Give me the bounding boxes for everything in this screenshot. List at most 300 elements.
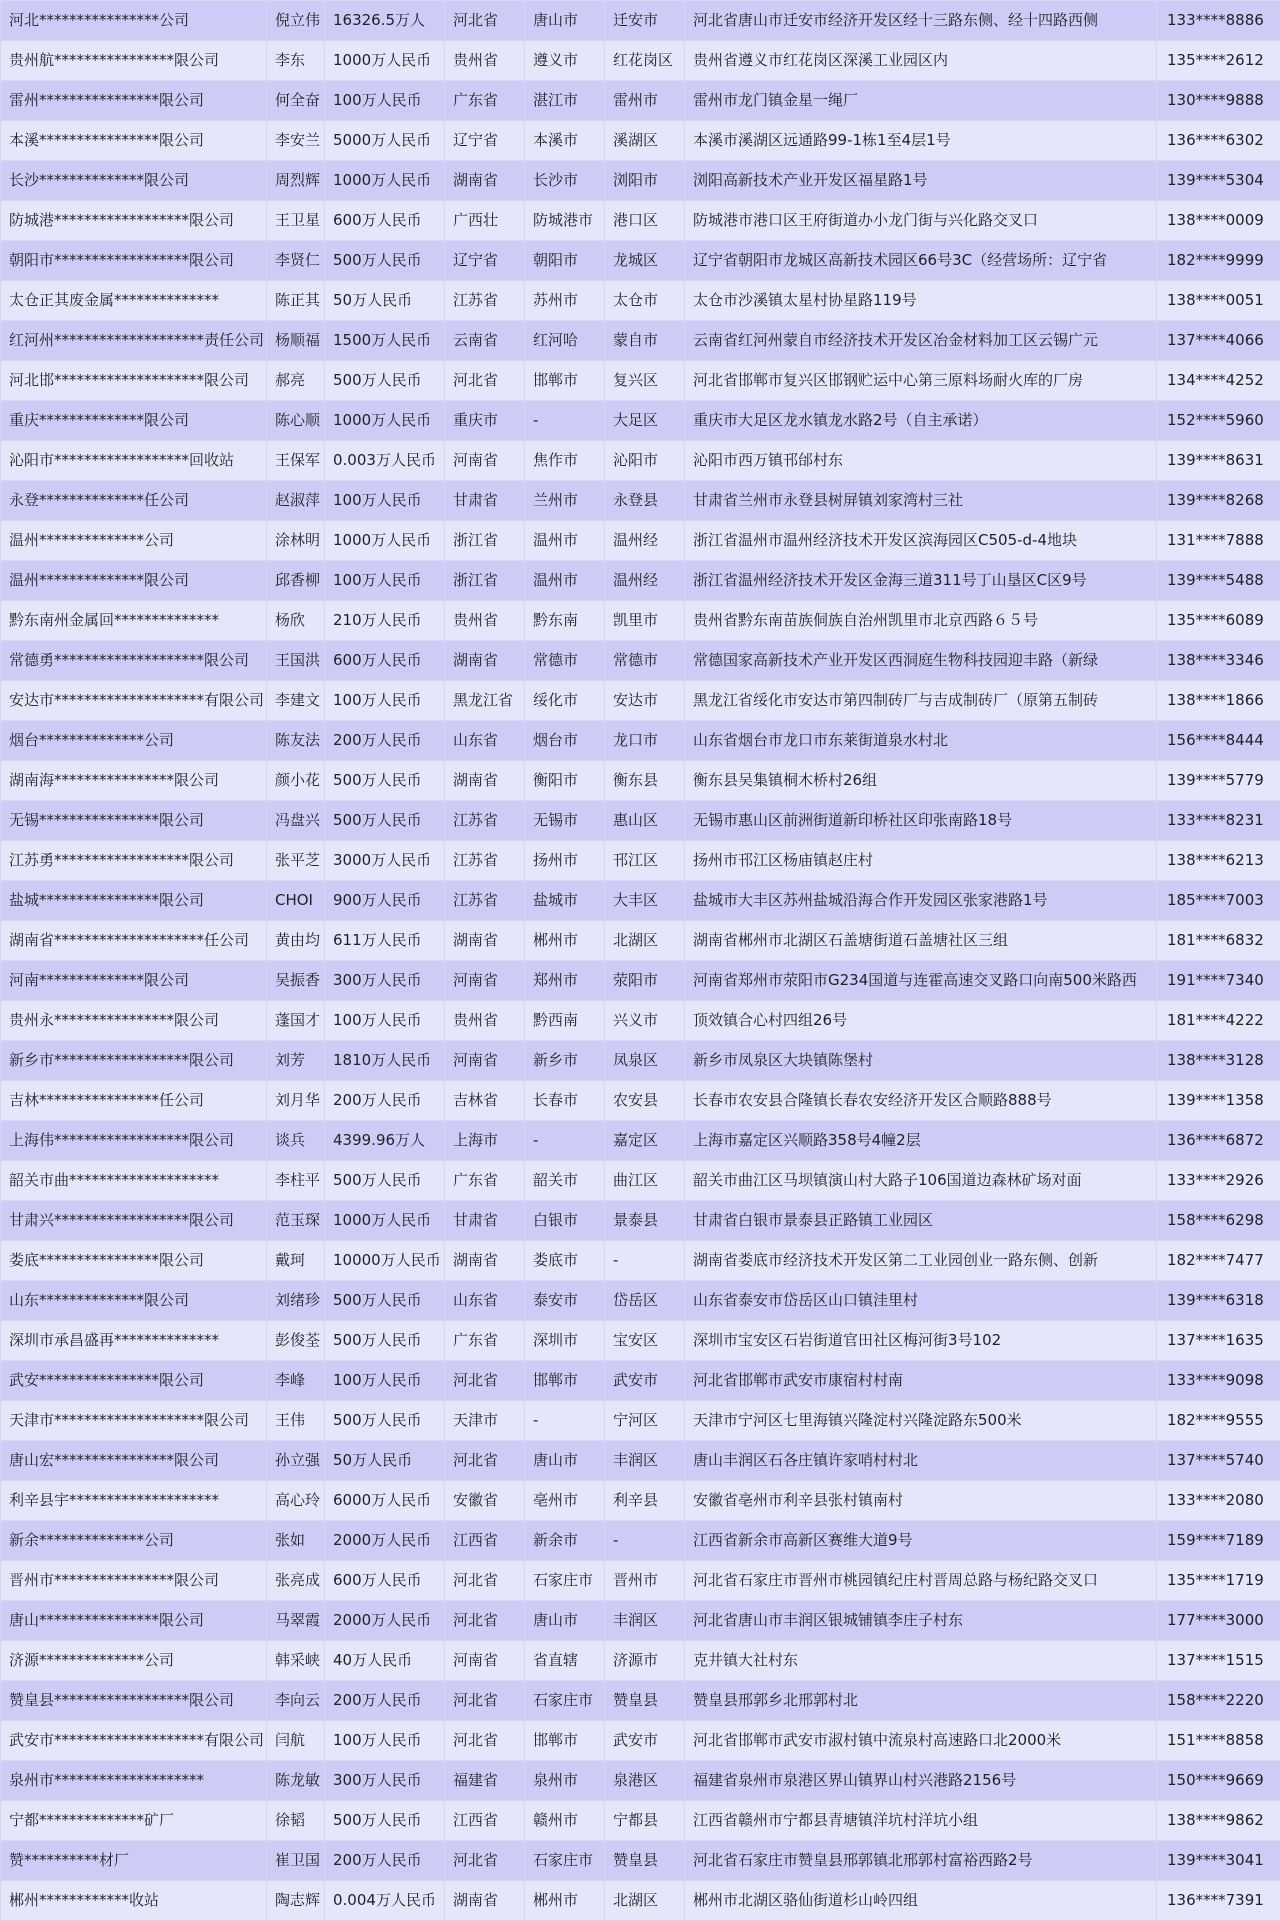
company-name-cell: 山东**************限公司 bbox=[1, 1281, 267, 1321]
phone-cell: 150****9669 bbox=[1157, 1761, 1280, 1801]
table-row bbox=[1, 441, 1280, 481]
table-row bbox=[1, 1681, 1280, 1721]
phone-cell: 133****2926 bbox=[1157, 1161, 1280, 1201]
legal-person-cell: 闫航 bbox=[267, 1721, 325, 1761]
company-name-cell: 贵州永****************限公司 bbox=[1, 1001, 267, 1041]
phone-cell: 138****9862 bbox=[1157, 1801, 1280, 1841]
city-cell: 白银市 bbox=[525, 1201, 605, 1241]
table-row bbox=[1, 481, 1280, 521]
city-cell: 长春市 bbox=[525, 1081, 605, 1121]
phone-cell: 138****1866 bbox=[1157, 681, 1280, 721]
company-name-cell: 湖南海****************限公司 bbox=[1, 761, 267, 801]
province-cell: 安徽省 bbox=[445, 1481, 525, 1521]
company-name-cell: 红河州********************责任公司 bbox=[1, 321, 267, 361]
province-cell: 江西省 bbox=[445, 1801, 525, 1841]
city-cell: 唐山市 bbox=[525, 1601, 605, 1641]
address-cell: 韶关市曲江区马坝镇演山村大路子106国道边森林矿场对面 bbox=[685, 1161, 1157, 1201]
registered-capital-cell: 50万人民币 bbox=[325, 281, 445, 321]
table-row bbox=[1, 361, 1280, 401]
legal-person-cell: 彭俊荃 bbox=[267, 1321, 325, 1361]
address-cell: 河北省石家庄市赞皇县邢郭镇北邢郭村富裕西路2号 bbox=[685, 1841, 1157, 1881]
province-cell: 上海市 bbox=[445, 1121, 525, 1161]
table-row bbox=[1, 1321, 1280, 1361]
table-row bbox=[1, 241, 1280, 281]
district-cell: 泉港区 bbox=[605, 1761, 685, 1801]
city-cell: 唐山市 bbox=[525, 1, 605, 41]
company-name-cell: 河北****************公司 bbox=[1, 1, 267, 41]
province-cell: 浙江省 bbox=[445, 521, 525, 561]
legal-person-cell: 李东 bbox=[267, 41, 325, 81]
address-cell: 无锡市惠山区前洲街道新印桥社区印张南路18号 bbox=[685, 801, 1157, 841]
table-row bbox=[1, 1721, 1280, 1761]
province-cell: 黑龙江省 bbox=[445, 681, 525, 721]
city-cell: 衡阳市 bbox=[525, 761, 605, 801]
district-cell: 安达市 bbox=[605, 681, 685, 721]
province-cell: 重庆市 bbox=[445, 401, 525, 441]
phone-cell: 139****8631 bbox=[1157, 441, 1280, 481]
legal-person-cell: 倪立伟 bbox=[267, 1, 325, 41]
phone-cell: 133****9098 bbox=[1157, 1361, 1280, 1401]
registered-capital-cell: 600万人民币 bbox=[325, 201, 445, 241]
company-name-cell: 赞皇县******************限公司 bbox=[1, 1681, 267, 1721]
phone-cell: 182****9555 bbox=[1157, 1401, 1280, 1441]
company-name-cell: 韶关市曲******************** bbox=[1, 1161, 267, 1201]
phone-cell: 138****3128 bbox=[1157, 1041, 1280, 1081]
company-name-cell: 沁阳市******************回收站 bbox=[1, 441, 267, 481]
city-cell: 郴州市 bbox=[525, 1881, 605, 1921]
province-cell: 河北省 bbox=[445, 361, 525, 401]
registered-capital-cell: 300万人民币 bbox=[325, 1761, 445, 1801]
district-cell: 温州经 bbox=[605, 561, 685, 601]
legal-person-cell: 蓬国才 bbox=[267, 1001, 325, 1041]
district-cell: 大丰区 bbox=[605, 881, 685, 921]
company-name-cell: 娄底****************限公司 bbox=[1, 1241, 267, 1281]
registered-capital-cell: 10000万人民币 bbox=[325, 1241, 445, 1281]
company-name-cell: 安达市********************有限公司 bbox=[1, 681, 267, 721]
registered-capital-cell: 500万人民币 bbox=[325, 761, 445, 801]
phone-cell: 151****8858 bbox=[1157, 1721, 1280, 1761]
registered-capital-cell: 100万人民币 bbox=[325, 681, 445, 721]
province-cell: 河北省 bbox=[445, 1361, 525, 1401]
address-cell: 黑龙江省绥化市安达市第四制砖厂与吉成制砖厂（原第五制砖 bbox=[685, 681, 1157, 721]
legal-person-cell: 王卫星 bbox=[267, 201, 325, 241]
province-cell: 河北省 bbox=[445, 1601, 525, 1641]
phone-cell: 181****6832 bbox=[1157, 921, 1280, 961]
address-cell: 深圳市宝安区石岩街道官田社区梅河街3号102 bbox=[685, 1321, 1157, 1361]
city-cell: - bbox=[525, 1401, 605, 1441]
province-cell: 河北省 bbox=[445, 1, 525, 41]
table-row bbox=[1, 1121, 1280, 1161]
phone-cell: 159****7189 bbox=[1157, 1521, 1280, 1561]
city-cell: 邯郸市 bbox=[525, 1721, 605, 1761]
district-cell: 北湖区 bbox=[605, 1881, 685, 1921]
table-row bbox=[1, 1161, 1280, 1201]
address-cell: 赞皇县邢郭乡北邢郭村北 bbox=[685, 1681, 1157, 1721]
table-row bbox=[1, 201, 1280, 241]
district-cell: 红花岗区 bbox=[605, 41, 685, 81]
legal-person-cell: CHOI bbox=[267, 881, 325, 921]
legal-person-cell: 陈龙敏 bbox=[267, 1761, 325, 1801]
table-row bbox=[1, 281, 1280, 321]
company-name-cell: 朝阳市******************限公司 bbox=[1, 241, 267, 281]
legal-person-cell: 冯盘兴 bbox=[267, 801, 325, 841]
table-row bbox=[1, 1201, 1280, 1241]
city-cell: 唐山市 bbox=[525, 1441, 605, 1481]
district-cell: 荥阳市 bbox=[605, 961, 685, 1001]
province-cell: 广西壮 bbox=[445, 201, 525, 241]
legal-person-cell: 谈兵 bbox=[267, 1121, 325, 1161]
district-cell: 景泰县 bbox=[605, 1201, 685, 1241]
table-row bbox=[1, 1841, 1280, 1881]
registered-capital-cell: 100万人民币 bbox=[325, 481, 445, 521]
legal-person-cell: 王国洪 bbox=[267, 641, 325, 681]
company-name-cell: 济源**************公司 bbox=[1, 1641, 267, 1681]
address-cell: 云南省红河州蒙自市经济技术开发区冶金材料加工区云锡广元 bbox=[685, 321, 1157, 361]
registered-capital-cell: 500万人民币 bbox=[325, 1321, 445, 1361]
address-cell: 盐城市大丰区苏州盐城沿海合作开发园区张家港路1号 bbox=[685, 881, 1157, 921]
province-cell: 湖南省 bbox=[445, 161, 525, 201]
table-row bbox=[1, 401, 1280, 441]
address-cell: 贵州省遵义市红花岗区深溪工业园区内 bbox=[685, 41, 1157, 81]
province-cell: 江苏省 bbox=[445, 841, 525, 881]
city-cell: 亳州市 bbox=[525, 1481, 605, 1521]
city-cell: 苏州市 bbox=[525, 281, 605, 321]
address-cell: 河北省唐山市丰润区银城铺镇李庄子村东 bbox=[685, 1601, 1157, 1641]
registered-capital-cell: 200万人民币 bbox=[325, 721, 445, 761]
registered-capital-cell: 200万人民币 bbox=[325, 1081, 445, 1121]
registered-capital-cell: 500万人民币 bbox=[325, 1801, 445, 1841]
company-name-cell: 盐城****************限公司 bbox=[1, 881, 267, 921]
district-cell: 邗江区 bbox=[605, 841, 685, 881]
legal-person-cell: 王伟 bbox=[267, 1401, 325, 1441]
district-cell: 岱岳区 bbox=[605, 1281, 685, 1321]
phone-cell: 182****9999 bbox=[1157, 241, 1280, 281]
phone-cell: 156****8444 bbox=[1157, 721, 1280, 761]
phone-cell: 137****5740 bbox=[1157, 1441, 1280, 1481]
district-cell: 沁阳市 bbox=[605, 441, 685, 481]
company-name-cell: 新乡市******************限公司 bbox=[1, 1041, 267, 1081]
city-cell: 温州市 bbox=[525, 561, 605, 601]
address-cell: 雷州市龙门镇金星一绳厂 bbox=[685, 81, 1157, 121]
legal-person-cell: 戴珂 bbox=[267, 1241, 325, 1281]
phone-cell: 139****6318 bbox=[1157, 1281, 1280, 1321]
legal-person-cell: 高心玲 bbox=[267, 1481, 325, 1521]
province-cell: 湖南省 bbox=[445, 1241, 525, 1281]
phone-cell: 181****4222 bbox=[1157, 1001, 1280, 1041]
district-cell: 雷州市 bbox=[605, 81, 685, 121]
district-cell: 龙城区 bbox=[605, 241, 685, 281]
legal-person-cell: 刘月华 bbox=[267, 1081, 325, 1121]
province-cell: 江西省 bbox=[445, 1521, 525, 1561]
table-row bbox=[1, 841, 1280, 881]
province-cell: 河南省 bbox=[445, 441, 525, 481]
phone-cell: 158****2220 bbox=[1157, 1681, 1280, 1721]
province-cell: 河南省 bbox=[445, 1041, 525, 1081]
legal-person-cell: 李柱平 bbox=[267, 1161, 325, 1201]
table-row bbox=[1, 1881, 1280, 1921]
province-cell: 河南省 bbox=[445, 1641, 525, 1681]
address-cell: 浏阳高新技术产业开发区福星路1号 bbox=[685, 161, 1157, 201]
province-cell: 河南省 bbox=[445, 961, 525, 1001]
legal-person-cell: 杨欣 bbox=[267, 601, 325, 641]
table-row bbox=[1, 1641, 1280, 1681]
legal-person-cell: 孙立强 bbox=[267, 1441, 325, 1481]
province-cell: 云南省 bbox=[445, 321, 525, 361]
company-name-cell: 宁都**************矿厂 bbox=[1, 1801, 267, 1841]
address-cell: 湖南省郴州市北湖区石盖塘街道石盖塘社区三组 bbox=[685, 921, 1157, 961]
company-name-cell: 唐山宏****************限公司 bbox=[1, 1441, 267, 1481]
legal-person-cell: 张亮成 bbox=[267, 1561, 325, 1601]
district-cell: 溪湖区 bbox=[605, 121, 685, 161]
legal-person-cell: 吴振香 bbox=[267, 961, 325, 1001]
legal-person-cell: 李贤仁 bbox=[267, 241, 325, 281]
table-row bbox=[1, 761, 1280, 801]
company-name-cell: 甘肃兴******************限公司 bbox=[1, 1201, 267, 1241]
district-cell: 惠山区 bbox=[605, 801, 685, 841]
province-cell: 广东省 bbox=[445, 1161, 525, 1201]
registered-capital-cell: 1810万人民币 bbox=[325, 1041, 445, 1081]
registered-capital-cell: 5000万人民币 bbox=[325, 121, 445, 161]
district-cell: 兴义市 bbox=[605, 1001, 685, 1041]
registered-capital-cell: 0.004万人民币 bbox=[325, 1881, 445, 1921]
registered-capital-cell: 600万人民币 bbox=[325, 641, 445, 681]
district-cell: 宁河区 bbox=[605, 1401, 685, 1441]
phone-cell: 138****0009 bbox=[1157, 201, 1280, 241]
city-cell: 韶关市 bbox=[525, 1161, 605, 1201]
province-cell: 辽宁省 bbox=[445, 121, 525, 161]
city-cell: 新乡市 bbox=[525, 1041, 605, 1081]
address-cell: 本溪市溪湖区远通路99-1栋1至4层1号 bbox=[685, 121, 1157, 161]
phone-cell: 185****7003 bbox=[1157, 881, 1280, 921]
address-cell: 浙江省温州经济技术开发区金海三道311号丁山垦区C区9号 bbox=[685, 561, 1157, 601]
company-name-cell: 无锡****************限公司 bbox=[1, 801, 267, 841]
registered-capital-cell: 50万人民币 bbox=[325, 1441, 445, 1481]
province-cell: 江苏省 bbox=[445, 281, 525, 321]
table-row bbox=[1, 1481, 1280, 1521]
phone-cell: 177****3000 bbox=[1157, 1601, 1280, 1641]
province-cell: 湖南省 bbox=[445, 761, 525, 801]
city-cell: 石家庄市 bbox=[525, 1681, 605, 1721]
registered-capital-cell: 6000万人民币 bbox=[325, 1481, 445, 1521]
phone-cell: 136****6872 bbox=[1157, 1121, 1280, 1161]
table-row bbox=[1, 81, 1280, 121]
registered-capital-cell: 500万人民币 bbox=[325, 1281, 445, 1321]
district-cell: 曲江区 bbox=[605, 1161, 685, 1201]
registered-capital-cell: 500万人民币 bbox=[325, 1401, 445, 1441]
address-cell: 山东省烟台市龙口市东莱街道泉水村北 bbox=[685, 721, 1157, 761]
company-name-cell: 太仓正其废金属************** bbox=[1, 281, 267, 321]
registered-capital-cell: 611万人民币 bbox=[325, 921, 445, 961]
legal-person-cell: 李峰 bbox=[267, 1361, 325, 1401]
table-row bbox=[1, 561, 1280, 601]
table-row bbox=[1, 1041, 1280, 1081]
city-cell: 烟台市 bbox=[525, 721, 605, 761]
city-cell: 邯郸市 bbox=[525, 361, 605, 401]
phone-cell: 191****7340 bbox=[1157, 961, 1280, 1001]
registered-capital-cell: 1000万人民币 bbox=[325, 161, 445, 201]
address-cell: 福建省泉州市泉港区界山镇界山村兴港路2156号 bbox=[685, 1761, 1157, 1801]
district-cell: 常德市 bbox=[605, 641, 685, 681]
city-cell: 长沙市 bbox=[525, 161, 605, 201]
address-cell: 新乡市凤泉区大块镇陈堡村 bbox=[685, 1041, 1157, 1081]
province-cell: 江苏省 bbox=[445, 801, 525, 841]
district-cell: 利辛县 bbox=[605, 1481, 685, 1521]
address-cell: 安徽省亳州市利辛县张村镇南村 bbox=[685, 1481, 1157, 1521]
registered-capital-cell: 40万人民币 bbox=[325, 1641, 445, 1681]
phone-cell: 134****4252 bbox=[1157, 361, 1280, 401]
district-cell: 凤泉区 bbox=[605, 1041, 685, 1081]
city-cell: 邯郸市 bbox=[525, 1361, 605, 1401]
legal-person-cell: 赵淑萍 bbox=[267, 481, 325, 521]
registered-capital-cell: 4399.96万人 bbox=[325, 1121, 445, 1161]
table-row bbox=[1, 1801, 1280, 1841]
legal-person-cell: 何全奋 bbox=[267, 81, 325, 121]
address-cell: 河南省郑州市荥阳市G234国道与连霍高速交叉路口向南500米路西 bbox=[685, 961, 1157, 1001]
city-cell: 绥化市 bbox=[525, 681, 605, 721]
registered-capital-cell: 1000万人民币 bbox=[325, 521, 445, 561]
legal-person-cell: 王保军 bbox=[267, 441, 325, 481]
district-cell: 晋州市 bbox=[605, 1561, 685, 1601]
address-cell: 重庆市大足区龙水镇龙水路2号（自主承诺） bbox=[685, 401, 1157, 441]
city-cell: 湛江市 bbox=[525, 81, 605, 121]
province-cell: 甘肃省 bbox=[445, 1201, 525, 1241]
district-cell: 宝安区 bbox=[605, 1321, 685, 1361]
company-name-cell: 烟台**************公司 bbox=[1, 721, 267, 761]
address-cell: 衡东县吴集镇桐木桥村26组 bbox=[685, 761, 1157, 801]
registered-capital-cell: 2000万人民币 bbox=[325, 1601, 445, 1641]
table-row bbox=[1, 1361, 1280, 1401]
address-cell: 河北省邯郸市武安市康宿村村南 bbox=[685, 1361, 1157, 1401]
registered-capital-cell: 1000万人民币 bbox=[325, 401, 445, 441]
province-cell: 山东省 bbox=[445, 1281, 525, 1321]
table-row bbox=[1, 961, 1280, 1001]
table-row bbox=[1, 801, 1280, 841]
table-row bbox=[1, 1, 1280, 41]
table-row bbox=[1, 41, 1280, 81]
city-cell: 石家庄市 bbox=[525, 1841, 605, 1881]
province-cell: 江苏省 bbox=[445, 881, 525, 921]
company-name-cell: 湖南省********************任公司 bbox=[1, 921, 267, 961]
city-cell: 省直辖 bbox=[525, 1641, 605, 1681]
table-row bbox=[1, 1441, 1280, 1481]
table-row bbox=[1, 121, 1280, 161]
district-cell: - bbox=[605, 1521, 685, 1561]
address-cell: 贵州省黔东南苗族侗族自治州凯里市北京西路６５号 bbox=[685, 601, 1157, 641]
table-row bbox=[1, 721, 1280, 761]
city-cell: 娄底市 bbox=[525, 1241, 605, 1281]
phone-cell: 152****5960 bbox=[1157, 401, 1280, 441]
phone-cell: 133****2080 bbox=[1157, 1481, 1280, 1521]
legal-person-cell: 黄由均 bbox=[267, 921, 325, 961]
registered-capital-cell: 100万人民币 bbox=[325, 1721, 445, 1761]
legal-person-cell: 刘绪珍 bbox=[267, 1281, 325, 1321]
province-cell: 贵州省 bbox=[445, 601, 525, 641]
phone-cell: 138****0051 bbox=[1157, 281, 1280, 321]
company-name-cell: 武安****************限公司 bbox=[1, 1361, 267, 1401]
company-name-cell: 贵州航****************限公司 bbox=[1, 41, 267, 81]
company-name-cell: 泉州市******************** bbox=[1, 1761, 267, 1801]
company-name-cell: 唐山****************限公司 bbox=[1, 1601, 267, 1641]
table-row bbox=[1, 601, 1280, 641]
city-cell: - bbox=[525, 1121, 605, 1161]
company-name-cell: 河北邯********************限公司 bbox=[1, 361, 267, 401]
legal-person-cell: 徐韬 bbox=[267, 1801, 325, 1841]
district-cell: 丰润区 bbox=[605, 1601, 685, 1641]
table-row bbox=[1, 641, 1280, 681]
address-cell: 山东省泰安市岱岳区山口镇洼里村 bbox=[685, 1281, 1157, 1321]
city-cell: 兰州市 bbox=[525, 481, 605, 521]
legal-person-cell: 崔卫国 bbox=[267, 1841, 325, 1881]
district-cell: 永登县 bbox=[605, 481, 685, 521]
registered-capital-cell: 500万人民币 bbox=[325, 801, 445, 841]
phone-cell: 130****9888 bbox=[1157, 81, 1280, 121]
city-cell: 焦作市 bbox=[525, 441, 605, 481]
company-name-cell: 本溪****************限公司 bbox=[1, 121, 267, 161]
phone-cell: 138****6213 bbox=[1157, 841, 1280, 881]
district-cell: 赞皇县 bbox=[605, 1681, 685, 1721]
province-cell: 浙江省 bbox=[445, 561, 525, 601]
company-name-cell: 温州**************公司 bbox=[1, 521, 267, 561]
city-cell: 泉州市 bbox=[525, 1761, 605, 1801]
registered-capital-cell: 300万人民币 bbox=[325, 961, 445, 1001]
company-name-cell: 温州**************限公司 bbox=[1, 561, 267, 601]
registered-capital-cell: 200万人民币 bbox=[325, 1681, 445, 1721]
registered-capital-cell: 100万人民币 bbox=[325, 1361, 445, 1401]
city-cell: 郑州市 bbox=[525, 961, 605, 1001]
province-cell: 河北省 bbox=[445, 1721, 525, 1761]
province-cell: 天津市 bbox=[445, 1401, 525, 1441]
company-name-cell: 郴州************收站 bbox=[1, 1881, 267, 1921]
company-name-cell: 重庆**************限公司 bbox=[1, 401, 267, 441]
address-cell: 防城港市港口区王府街道办小龙门街与兴化路交叉口 bbox=[685, 201, 1157, 241]
phone-cell: 136****6302 bbox=[1157, 121, 1280, 161]
legal-person-cell: 郝亮 bbox=[267, 361, 325, 401]
district-cell: 武安市 bbox=[605, 1721, 685, 1761]
phone-cell: 136****7391 bbox=[1157, 1881, 1280, 1921]
phone-cell: 139****3041 bbox=[1157, 1841, 1280, 1881]
phone-cell: 137****1635 bbox=[1157, 1321, 1280, 1361]
city-cell: 防城港市 bbox=[525, 201, 605, 241]
registered-capital-cell: 500万人民币 bbox=[325, 1161, 445, 1201]
city-cell: 郴州市 bbox=[525, 921, 605, 961]
city-cell: 本溪市 bbox=[525, 121, 605, 161]
legal-person-cell: 范玉琛 bbox=[267, 1201, 325, 1241]
province-cell: 辽宁省 bbox=[445, 241, 525, 281]
district-cell: 复兴区 bbox=[605, 361, 685, 401]
registered-capital-cell: 1500万人民币 bbox=[325, 321, 445, 361]
district-cell: 济源市 bbox=[605, 1641, 685, 1681]
phone-cell: 135****2612 bbox=[1157, 41, 1280, 81]
table-row bbox=[1, 1761, 1280, 1801]
company-name-cell: 深圳市承昌盛再************** bbox=[1, 1321, 267, 1361]
phone-cell: 158****6298 bbox=[1157, 1201, 1280, 1241]
phone-cell: 139****5488 bbox=[1157, 561, 1280, 601]
legal-person-cell: 陈正其 bbox=[267, 281, 325, 321]
legal-person-cell: 马翠霞 bbox=[267, 1601, 325, 1641]
legal-person-cell: 刘芳 bbox=[267, 1041, 325, 1081]
company-name-cell: 防城港******************限公司 bbox=[1, 201, 267, 241]
city-cell: 黔东南 bbox=[525, 601, 605, 641]
legal-person-cell: 陈心顺 bbox=[267, 401, 325, 441]
company-name-cell: 天津市********************限公司 bbox=[1, 1401, 267, 1441]
phone-cell: 133****8886 bbox=[1157, 1, 1280, 41]
district-cell: 凯里市 bbox=[605, 601, 685, 641]
city-cell: - bbox=[525, 401, 605, 441]
address-cell: 湖南省娄底市经济技术开发区第二工业园创业一路东侧、创新 bbox=[685, 1241, 1157, 1281]
company-name-cell: 永登**************任公司 bbox=[1, 481, 267, 521]
district-cell: 太仓市 bbox=[605, 281, 685, 321]
legal-person-cell: 韩采峡 bbox=[267, 1641, 325, 1681]
